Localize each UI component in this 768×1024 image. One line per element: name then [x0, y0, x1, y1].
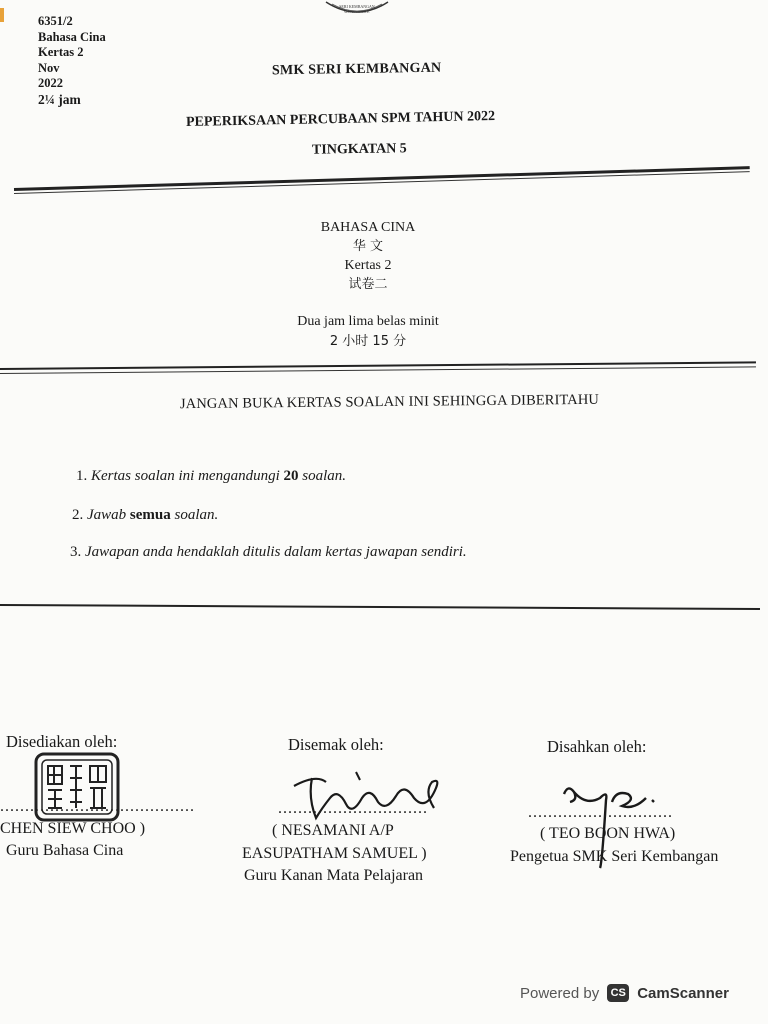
prepared-by-role: Guru Bahasa Cina	[6, 842, 124, 859]
checked-by-role: Guru Kanan Mata Pelajaran	[244, 867, 424, 884]
instruction-emphasis: 20	[283, 468, 299, 484]
form-level: TINGKATAN 5	[311, 141, 407, 158]
subject-name-malay: BAHASA CINA	[320, 220, 416, 235]
instruction-text: soalan.	[302, 468, 347, 484]
school-name: SMK SERI KEMBANGAN	[271, 60, 442, 79]
paper-duration: 2¼ jam	[38, 91, 81, 107]
instruction-number: 1.	[76, 468, 88, 484]
paper-meta	[38, 14, 106, 107]
paper-chinese: 试卷二	[348, 277, 388, 292]
paper-malay: Kertas 2	[344, 258, 392, 273]
divider	[14, 166, 750, 191]
school-seal-icon	[322, 0, 392, 18]
instruction-item	[70, 544, 467, 561]
svg-text:SELANGOR D.E.: SELANGOR D.E.	[344, 10, 370, 14]
paper-subject: Bahasa Cina	[38, 29, 106, 44]
instruction-number: 3.	[70, 544, 82, 560]
divider	[14, 171, 750, 194]
checked-by-name-line1: ( NESAMANI A/P	[272, 822, 394, 839]
subject-block	[268, 218, 468, 294]
paper-code: 6351/2	[38, 14, 73, 28]
instruction-text: soalan.	[174, 507, 219, 523]
approved-by-name: ( TEO BOON HWA)	[540, 825, 676, 842]
signature-line: .............................	[528, 804, 673, 821]
signature-line: .......................................	[0, 798, 195, 815]
exam-title: PEPERIKSAAN PERCUBAAN SPM TAHUN 2022	[185, 109, 496, 130]
subject-name-chinese: 华 文	[352, 239, 384, 254]
approved-by-label: Disahkan oleh:	[547, 737, 647, 756]
powered-by-text: Powered by	[520, 984, 600, 1002]
camscanner-logo-icon: CS	[607, 984, 629, 1002]
approved-by-role: Pengetua SMK Seri Kembangan	[510, 848, 719, 865]
instruction-item	[72, 507, 218, 524]
instruction-text: Jawab	[87, 507, 127, 523]
prepared-by-name: CHEN SIEW CHOO )	[0, 820, 146, 837]
camscanner-name: CamScanner	[637, 984, 729, 1002]
checked-by-name-line2: EASUPATHAM SAMUEL )	[242, 845, 427, 862]
instruction-emphasis: semua	[129, 507, 171, 523]
signature-icon	[286, 768, 446, 828]
instruction-text: Kertas soalan ini mengandungi	[91, 468, 280, 484]
paper-year: 2022	[38, 76, 63, 90]
checked-by-label: Disemak oleh:	[288, 735, 384, 754]
paper-number: Kertas 2	[38, 45, 84, 59]
instruction-text: Jawapan anda hendaklah ditulis dalam kertas jawapan sendiri.	[85, 544, 467, 560]
instruction-item	[76, 468, 346, 485]
signature-line: ..............................	[278, 800, 428, 817]
instruction-number: 2.	[72, 507, 84, 523]
paper-month: Nov	[38, 60, 60, 75]
duration-block	[268, 312, 468, 352]
warning-text: JANGAN BUKA KERTAS SOALAN INI SEHINGGA DIBERITAHU	[179, 391, 600, 413]
svg-text:SERI KEMBANGAN: SERI KEMBANGAN	[339, 4, 375, 9]
scan-edge-mark	[0, 8, 4, 22]
divider	[0, 604, 760, 610]
duration-malay: Dua jam lima belas minit	[297, 314, 439, 329]
duration-chinese: 2 小时 15 分	[329, 334, 407, 349]
prepared-by-label: Disediakan oleh:	[6, 732, 118, 751]
camscanner-watermark	[520, 984, 729, 1002]
